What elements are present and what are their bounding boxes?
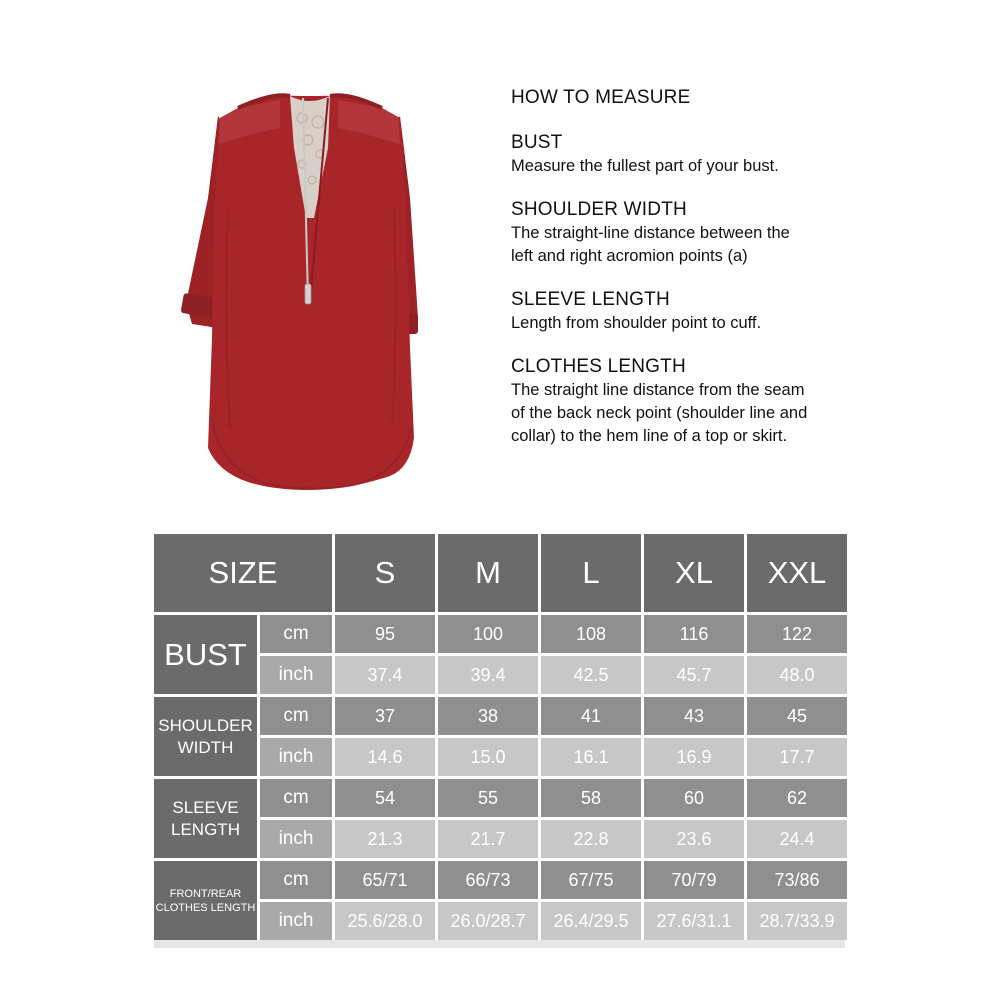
table-cell: 23.6 — [644, 820, 744, 858]
guide-section-shoulder — [511, 198, 851, 268]
table-cell: 58 — [541, 779, 641, 817]
guide-title: SLEEVE LENGTH — [511, 289, 670, 310]
table-cell: 37 — [335, 697, 435, 735]
table-cell: 73/86 — [747, 861, 847, 899]
table-cell: 37.4 — [335, 656, 435, 694]
table-cell: 100 — [438, 615, 538, 653]
table-cell: 116 — [644, 615, 744, 653]
table-cell: 22.8 — [541, 820, 641, 858]
guide-title: SHOULDER WIDTH — [511, 199, 687, 220]
table-cell: 17.7 — [747, 738, 847, 776]
table-cell: 95 — [335, 615, 435, 653]
table-cell: 24.4 — [747, 820, 847, 858]
table-row — [154, 779, 847, 817]
size-col-s: S — [335, 534, 435, 612]
table-cell: 39.4 — [438, 656, 538, 694]
guide-section-sleeve — [511, 288, 851, 335]
table-cell: 27.6/31.1 — [644, 902, 744, 940]
table-cell: 26.4/29.5 — [541, 902, 641, 940]
table-row — [154, 656, 847, 694]
table-cell: 21.7 — [438, 820, 538, 858]
table-cell: 62 — [747, 779, 847, 817]
zipper-pull — [305, 284, 311, 304]
table-cell: 42.5 — [541, 656, 641, 694]
table-cell: 55 — [438, 779, 538, 817]
table-row — [154, 615, 847, 653]
size-col-xl: XL — [644, 534, 744, 612]
table-cell: 70/79 — [644, 861, 744, 899]
guide-title: BUST — [511, 132, 563, 153]
table-cell: 41 — [541, 697, 641, 735]
guide-desc: Measure the fullest part of your bust. — [511, 157, 779, 175]
table-cell: 15.0 — [438, 738, 538, 776]
table-cell: 16.1 — [541, 738, 641, 776]
guide-section-bust — [511, 131, 851, 178]
table-cell: 65/71 — [335, 861, 435, 899]
table-cell: 38 — [438, 697, 538, 735]
unit-inch: inch — [260, 902, 332, 940]
table-cell: 60 — [644, 779, 744, 817]
guide-section-clothes — [511, 355, 851, 448]
table-cell: 45 — [747, 697, 847, 735]
table-cell: 26.0/28.7 — [438, 902, 538, 940]
size-col-xxl: XXL — [747, 534, 847, 612]
table-cell: 54 — [335, 779, 435, 817]
unit-inch: inch — [260, 738, 332, 776]
measure-guide — [511, 86, 851, 468]
table-cell: 67/75 — [541, 861, 641, 899]
table-cell: 14.6 — [335, 738, 435, 776]
table-cell: 45.7 — [644, 656, 744, 694]
table-cell: 16.9 — [644, 738, 744, 776]
table-row — [154, 861, 847, 899]
guide-desc: The straight line distance from the seam of the back neck point (shoulder line and collar) to the hem line of a top or skirt. — [511, 381, 808, 445]
unit-cm: cm — [260, 615, 332, 653]
table-cell: 108 — [541, 615, 641, 653]
guide-heading: HOW TO MEASURE — [511, 87, 691, 108]
size-chart-table — [151, 531, 850, 943]
table-cell: 21.3 — [335, 820, 435, 858]
size-header: SIZE — [154, 534, 332, 612]
unit-inch: inch — [260, 820, 332, 858]
table-cell: 66/73 — [438, 861, 538, 899]
row-label-sleeve: SLEEVE LENGTH — [154, 779, 257, 858]
size-col-m: M — [438, 534, 538, 612]
row-label-shoulder: SHOULDER WIDTH — [154, 697, 257, 776]
table-row — [154, 738, 847, 776]
size-col-l: L — [541, 534, 641, 612]
unit-cm: cm — [260, 697, 332, 735]
table-cell: 25.6/28.0 — [335, 902, 435, 940]
row-label-bust: BUST — [154, 615, 257, 694]
table-cell: 43 — [644, 697, 744, 735]
guide-desc: The straight-line distance between the left and right acromion points (a) — [511, 224, 790, 265]
table-cell: 28.7/33.9 — [747, 902, 847, 940]
header-row — [154, 534, 847, 612]
blouse-product-image — [178, 88, 440, 498]
unit-cm: cm — [260, 861, 332, 899]
table-cell: 122 — [747, 615, 847, 653]
guide-title: CLOTHES LENGTH — [511, 356, 686, 377]
row-label-clothes-length: FRONT/REAR CLOTHES LENGTH — [154, 861, 257, 940]
unit-inch: inch — [260, 656, 332, 694]
table-row — [154, 902, 847, 940]
table-row — [154, 697, 847, 735]
guide-desc: Length from shoulder point to cuff. — [511, 314, 762, 332]
table-cell: 48.0 — [747, 656, 847, 694]
unit-cm: cm — [260, 779, 332, 817]
table-row — [154, 820, 847, 858]
